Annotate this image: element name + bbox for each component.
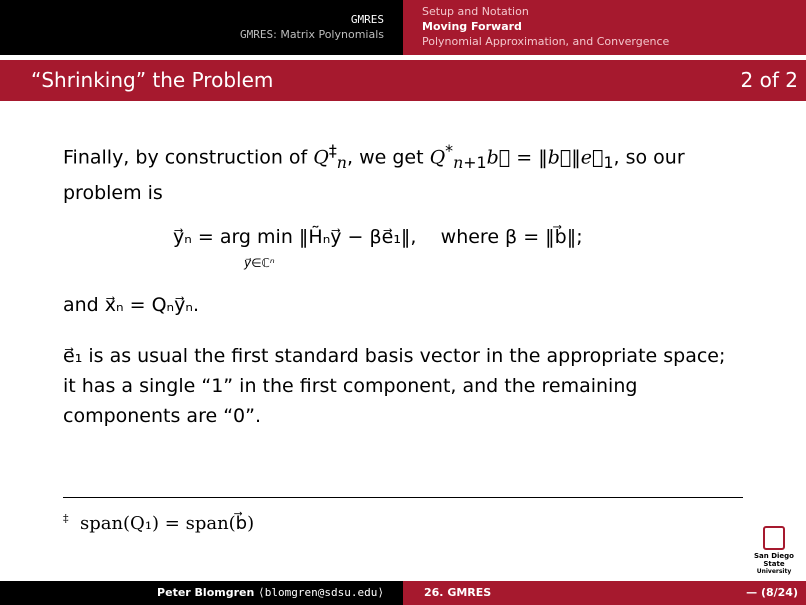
nav-polynomial-approximation[interactable]: Polynomial Approximation, and Convergence	[422, 35, 670, 48]
short-title[interactable]: GMRES	[350, 13, 384, 26]
footer-section: 26. GMRES	[424, 586, 492, 599]
paragraph-solution: and x⃗ₙ = Qₙy⃗ₙ.	[63, 294, 199, 316]
frame-title-bar	[0, 60, 806, 101]
nav-moving-forward[interactable]: Moving Forward	[422, 20, 522, 33]
footer-slide-count: — (8/24)	[746, 586, 798, 599]
short-subtitle[interactable]: GMRES: Matrix Polynomials	[240, 28, 384, 41]
footnote-divider	[63, 497, 743, 498]
paragraph-basis-vector: e⃗₁ is as usual the first standard basis vector in the appropriate space; it has a single “1” in the first component, and the remaining components are “0”.	[63, 345, 726, 427]
equation-subscript: y⃗∈ℂⁿ	[244, 256, 275, 270]
section-navigation	[403, 0, 806, 55]
short-title-area	[0, 0, 403, 55]
paragraph-construction: Finally, by construction of $Q^\ddagger_n$, we get $Q^*_{n+1}b⃗$ = $‖b⃗‖e⃗_1$, so our problem is	[63, 141, 685, 205]
frame-page-indicator: 2 of 2	[740, 68, 798, 92]
frame-title: “Shrinking” the Problem	[31, 68, 274, 92]
nav-setup-and-notation[interactable]: Setup and Notation	[422, 5, 529, 18]
minimization-equation: y⃗ₙ = arg min ‖H̃ₙy⃗ − βe⃗₁‖, where β = ‖b⃗‖;	[173, 226, 583, 248]
footer-author: Peter Blomgren ⟨blomgren@sdsu.edu⟩	[157, 586, 384, 599]
sdsu-logo: San Diego State University	[748, 526, 800, 566]
footnote: ‡ span(Q₁) = span(b⃗)	[63, 512, 255, 534]
seal-icon	[763, 526, 785, 550]
